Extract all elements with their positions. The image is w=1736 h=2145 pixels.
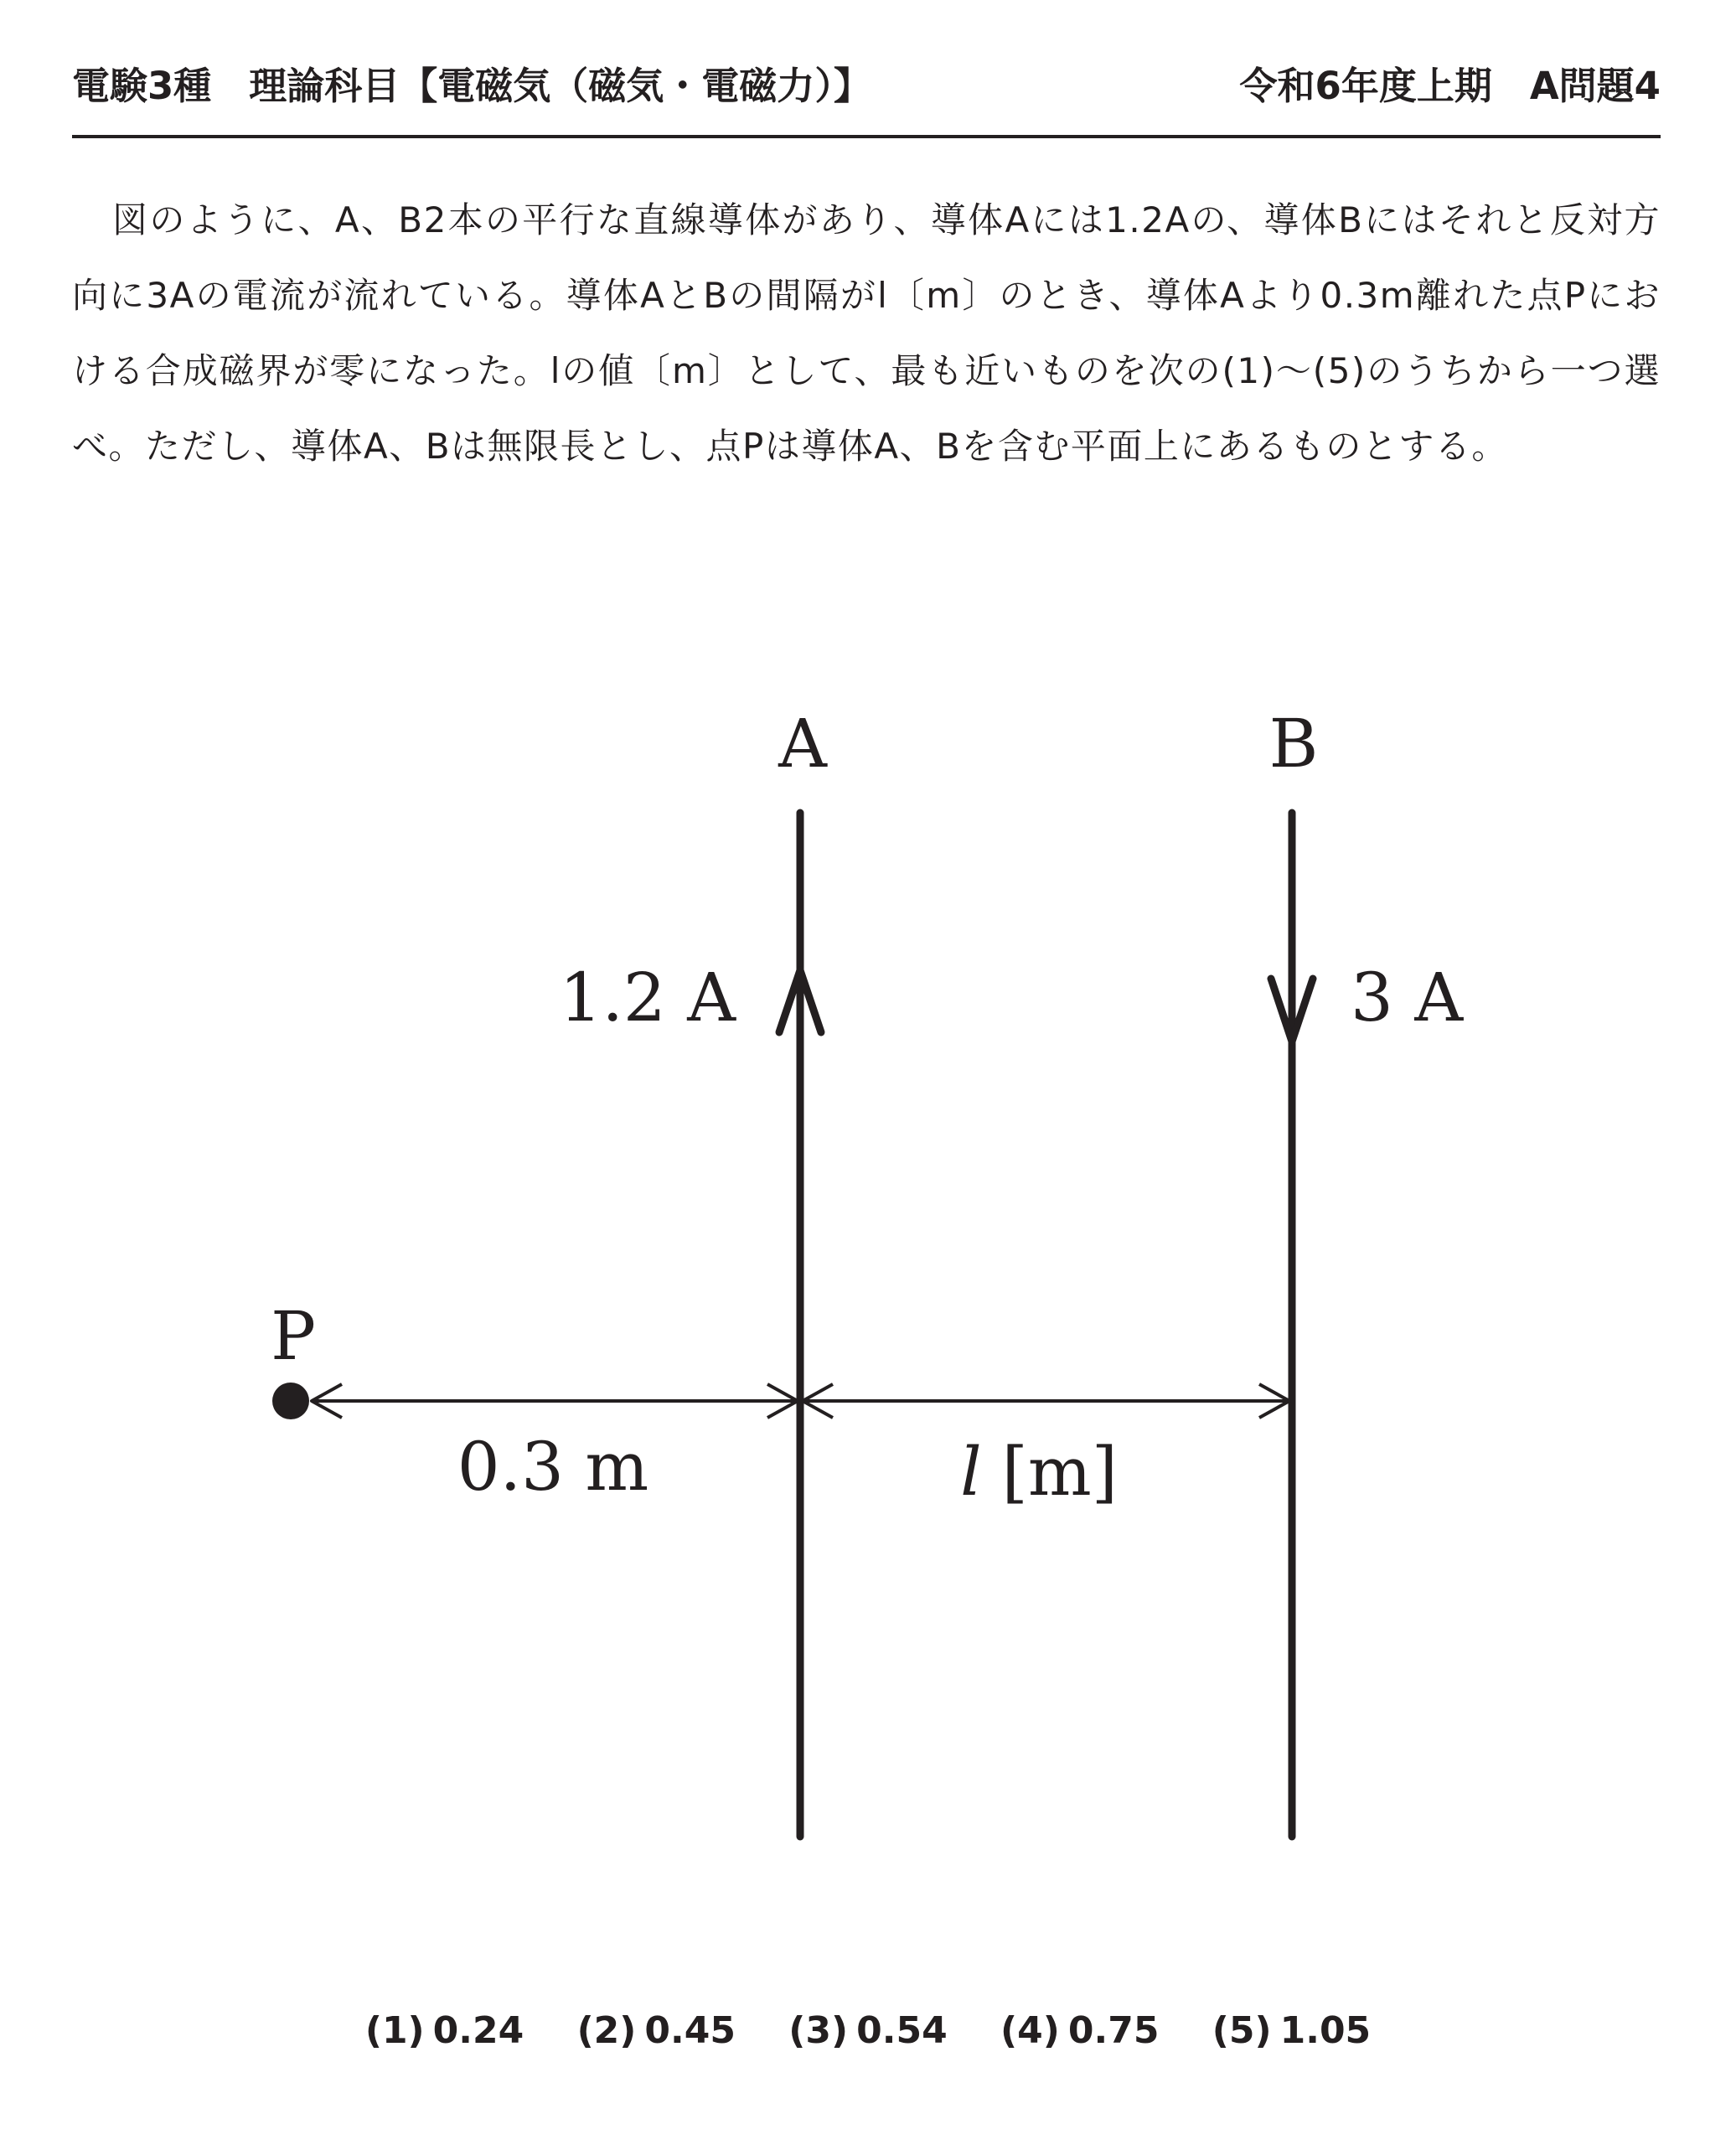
exam-session: 令和6年度上期 A問題4: [1239, 64, 1661, 108]
conductor-a-label: A: [778, 705, 827, 783]
distance-pa-label: 0.3 m: [457, 1428, 649, 1506]
point-p-dot: [272, 1383, 309, 1419]
choice-1: (1) 0.24: [364, 2009, 524, 2052]
conductor-b-label: B: [1268, 705, 1319, 783]
current-b-label: 3 A: [1351, 959, 1464, 1036]
point-p-label: P: [271, 1297, 316, 1375]
choice-2: (2) 0.45: [576, 2009, 736, 2052]
current-a-label: 1.2 A: [559, 959, 736, 1036]
distance-ab-label: [960, 1433, 1118, 1511]
choice-4: (4) 0.75: [1000, 2009, 1160, 2052]
problem-statement: 図のように、A、B2本の平行な直線導体があり、導体Aには1.2Aの、導体Bにはそれと反対方向に3Aの電流が流れている。導体AとBの間隔がl〔m〕のとき、導体Aより0.3m離れた点Pにおける合成磁界が零になった。lの値〔m〕として、最も近いものを次の(1)〜(5)のうちから一つ選べ。ただし、導体A、Bは無限長とし、点Pは導体A、Bを含む平面上にあるものとする。: [72, 199, 1661, 467]
distance-ab-symbol: l: [960, 1433, 982, 1511]
choice-5: (5) 1.05: [1212, 2009, 1372, 2052]
answer-choices: [0, 2009, 1736, 2052]
subject-title: 電験3種 理論科目【電磁気（磁気・電磁力）】: [72, 64, 871, 108]
choice-3: (3) 0.54: [788, 2009, 948, 2052]
distance-ab-unit: [m]: [1001, 1433, 1118, 1511]
